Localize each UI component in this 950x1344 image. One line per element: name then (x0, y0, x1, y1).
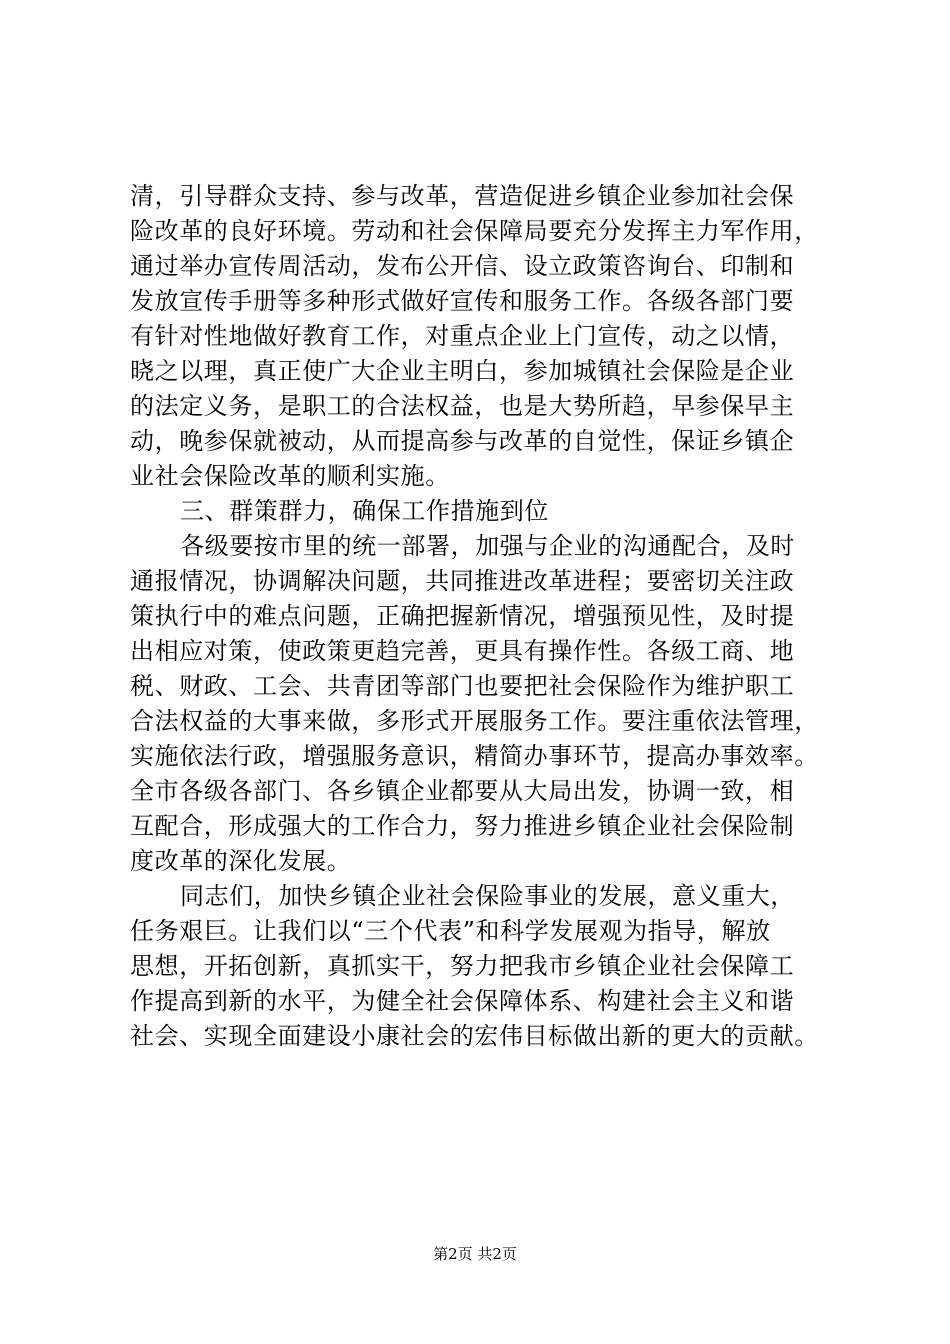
text-line: 晓之以理，真正使广大企业主明白，参加城镇社会保险是企业 (130, 357, 795, 385)
text-line: 业社会保险改革的顺利实施。 (130, 462, 450, 490)
text-line: 动，晚参保就被动，从而提高参与改革的自觉性，保证乡镇企 (130, 427, 795, 455)
text-line: 通报情况，协调解决问题，共同推进改革进程；要密切关注政 (130, 567, 795, 595)
text-line: 有针对性地做好教育工作，对重点企业上门宣传，动之以情， (130, 322, 795, 350)
text-line: 通过举办宣传周活动，发布公开信、设立政策咨询台、印制和 (130, 252, 795, 280)
text-line: 险改革的良好环境。劳动和社会保障局要充分发挥主力军作用， (130, 217, 819, 245)
section-heading: 三、群策群力，确保工作措施到位 (180, 497, 549, 525)
text-line: 互配合，形成强大的工作合力，努力推进乡镇企业社会保险制 (130, 812, 795, 840)
text-line: 实施依法行政，增强服务意识，精简办事环节，提高办事效率。 (130, 742, 819, 770)
text-line: 税、财政、工会、共青团等部门也要把社会保险作为维护职工 (130, 672, 795, 700)
text-line: 作提高到新的水平，为健全社会保障体系、构建社会主义和谐 (130, 987, 795, 1015)
text-line: 各级要按市里的统一部署，加强与企业的沟通配合，及时 (180, 532, 795, 560)
text-line: 思想，开拓创新，真抓实干，努力把我市乡镇企业社会保障工 (130, 952, 795, 980)
page-number: 第2页 共2页 (433, 1245, 517, 1263)
text-line: 策执行中的难点问题，正确把握新情况，增强预见性，及时提 (130, 602, 795, 630)
text-line: 全市各级各部门、各乡镇企业都要从大局出发，协调一致，相 (130, 777, 795, 805)
text-line: 同志们，加快乡镇企业社会保险事业的发展，意义重大， (180, 882, 795, 910)
text-line: 发放宣传手册等多种形式做好宣传和服务工作。各级各部门要 (130, 287, 795, 315)
text-line: 任务艰巨。让我们以“三个代表”和科学发展观为指导，解放 (130, 917, 771, 945)
text-line: 的法定义务，是职工的合法权益，也是大势所趋，早参保早主 (130, 392, 795, 420)
text-line: 清，引导群众支持、参与改革，营造促进乡镇企业参加社会保 (130, 182, 795, 210)
text-line: 度改革的深化发展。 (130, 847, 352, 875)
text-line: 合法权益的大事来做，多形式开展服务工作。要注重依法管理， (130, 707, 819, 735)
text-line: 社会、实现全面建设小康社会的宏伟目标做出新的更大的贡献。 (130, 1022, 819, 1050)
text-line: 出相应对策，使政策更趋完善，更具有操作性。各级工商、地 (130, 637, 795, 665)
